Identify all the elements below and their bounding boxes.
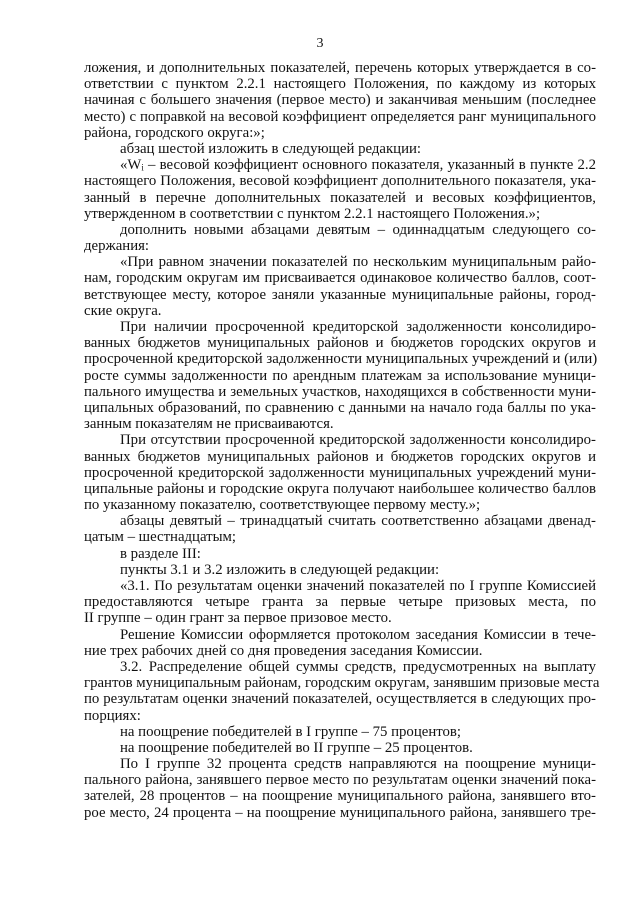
text-line: «3.1. По результатам оценки значений показателей по I группе Комиссией xyxy=(120,578,596,594)
text-line: дополнить новыми абзацами девятым – одиннадцатым следующего со- xyxy=(120,221,596,238)
text-line: пункты 3.1 и 3.2 изложить в следующей редакции: xyxy=(120,561,440,578)
text-line: росте суммы задолженности по арендным платежам за использование муници- xyxy=(84,367,596,384)
text-line: ванных бюджетов муниципальных районов и бюджетов городских округов и xyxy=(84,335,596,352)
text-line: по указанному показателю, соответствующее первому месту.»; xyxy=(84,497,481,514)
text-line: По I группе 32 процента средств направляются на поощрение муници- xyxy=(120,756,596,773)
text-line: рое место, 24 процента – на поощрение муниципального района, занявшего тре- xyxy=(84,804,596,821)
text-line: ние трех рабочих дней со дня проведения заседания Комиссии. xyxy=(84,642,483,659)
text-line: пального района, занявшего первое место по результатам оценки значений пока- xyxy=(84,772,596,789)
text-line: цатым – шестнадцатым; xyxy=(84,529,237,546)
text-line: абзац шестой изложить в следующей редакции: xyxy=(120,140,422,157)
text-line: района, городского округа:»; xyxy=(84,124,265,141)
text-line: 3.2. Распределение общей суммы средств, предусмотренных на выплату xyxy=(120,658,596,675)
text-line: начиная с большего значения (первое место) и заканчивая меньшим (последнее xyxy=(84,92,596,109)
text-line: утвержденном в соответствии с пунктом 2.2.1 настоящего Положения.»; xyxy=(84,205,541,222)
text-line: в разделе III: xyxy=(120,545,201,562)
document-body xyxy=(84,60,600,821)
text-line: грантов муниципальным районам, городским округам, занявшим призовые места xyxy=(84,675,600,692)
text-line: настоящего Положения, весовой коэффициент дополнительного показателя, ука- xyxy=(84,173,596,190)
text-line: ложения, и дополнительных показателей, перечень которых утверждается в со- xyxy=(84,60,596,76)
text-line: ванных бюджетов муниципальных районов и бюджетов городских округов и xyxy=(84,448,596,465)
text-line: занный в перечне дополнительных показателей и весовых коэффициентов, xyxy=(84,189,596,206)
text-line: пального имущества и земельных участков, находящихся в собственности муни- xyxy=(84,383,596,400)
text-line: по результатам оценки значений показателей, осуществляется в следующих про- xyxy=(84,691,596,708)
text-line: При наличии просроченной кредиторской задолженности консолидиро- xyxy=(120,319,596,335)
text-line: ципальных образований, по сравнению с данными на начало года баллы по ука- xyxy=(84,399,596,416)
text-line: предоставляются четыре гранта за первые четыре призовых места, по xyxy=(84,594,596,611)
text-line: ские округа. xyxy=(84,302,162,319)
text-line: ципальные районы и городские округа получают наибольшее количество баллов xyxy=(84,480,596,497)
text-line: порциях: xyxy=(84,707,141,724)
text-line: просроченной кредиторской задолженности муниципальных учреждений муни- xyxy=(84,464,596,481)
text-line: Решение Комиссии оформляется протоколом заседания Комиссии в тече- xyxy=(120,626,596,643)
text-line: на поощрение победителей в I группе – 75 процентов; xyxy=(120,723,462,740)
text-line: занным показателям не присваиваются. xyxy=(84,416,334,433)
text-line: на поощрение победителей во II группе – 25 процентов. xyxy=(120,739,473,756)
text-line: абзацы девятый – тринадцатый считать соответственно абзацами двенад- xyxy=(120,513,596,530)
text-line: «При равном значении показателей по нескольким муниципальным райо- xyxy=(120,254,596,271)
text-line: просроченной кредиторской задолженности муниципальных учреждений и (или) xyxy=(84,351,598,368)
text-line: место) с поправкой на весовой коэффициент определяется ранг муниципального xyxy=(84,108,596,125)
text-line: ответствии с пунктом 2.2.1 настоящего Положения, по каждому из которых xyxy=(84,76,596,93)
page-number: 3 xyxy=(316,36,324,51)
text-line: зателей, 28 процентов – на поощрение муниципального района, занявшего вто- xyxy=(84,788,596,805)
text-line: ветствующее месту, которое заняли указанные муниципальные районы, город- xyxy=(84,286,596,303)
text-line: «Wᵢ – весовой коэффициент основного показателя, указанный в пункте 2.2 xyxy=(120,157,596,174)
text-line: II группе – один грант за первое призовое место. xyxy=(84,610,392,627)
text-line: держания: xyxy=(84,238,150,255)
text-line: При отсутствии просроченной кредиторской задолженности консолидиро- xyxy=(120,432,596,449)
text-line: нам, городским округам им присваивается одинаковое количество баллов, соот- xyxy=(84,270,596,287)
